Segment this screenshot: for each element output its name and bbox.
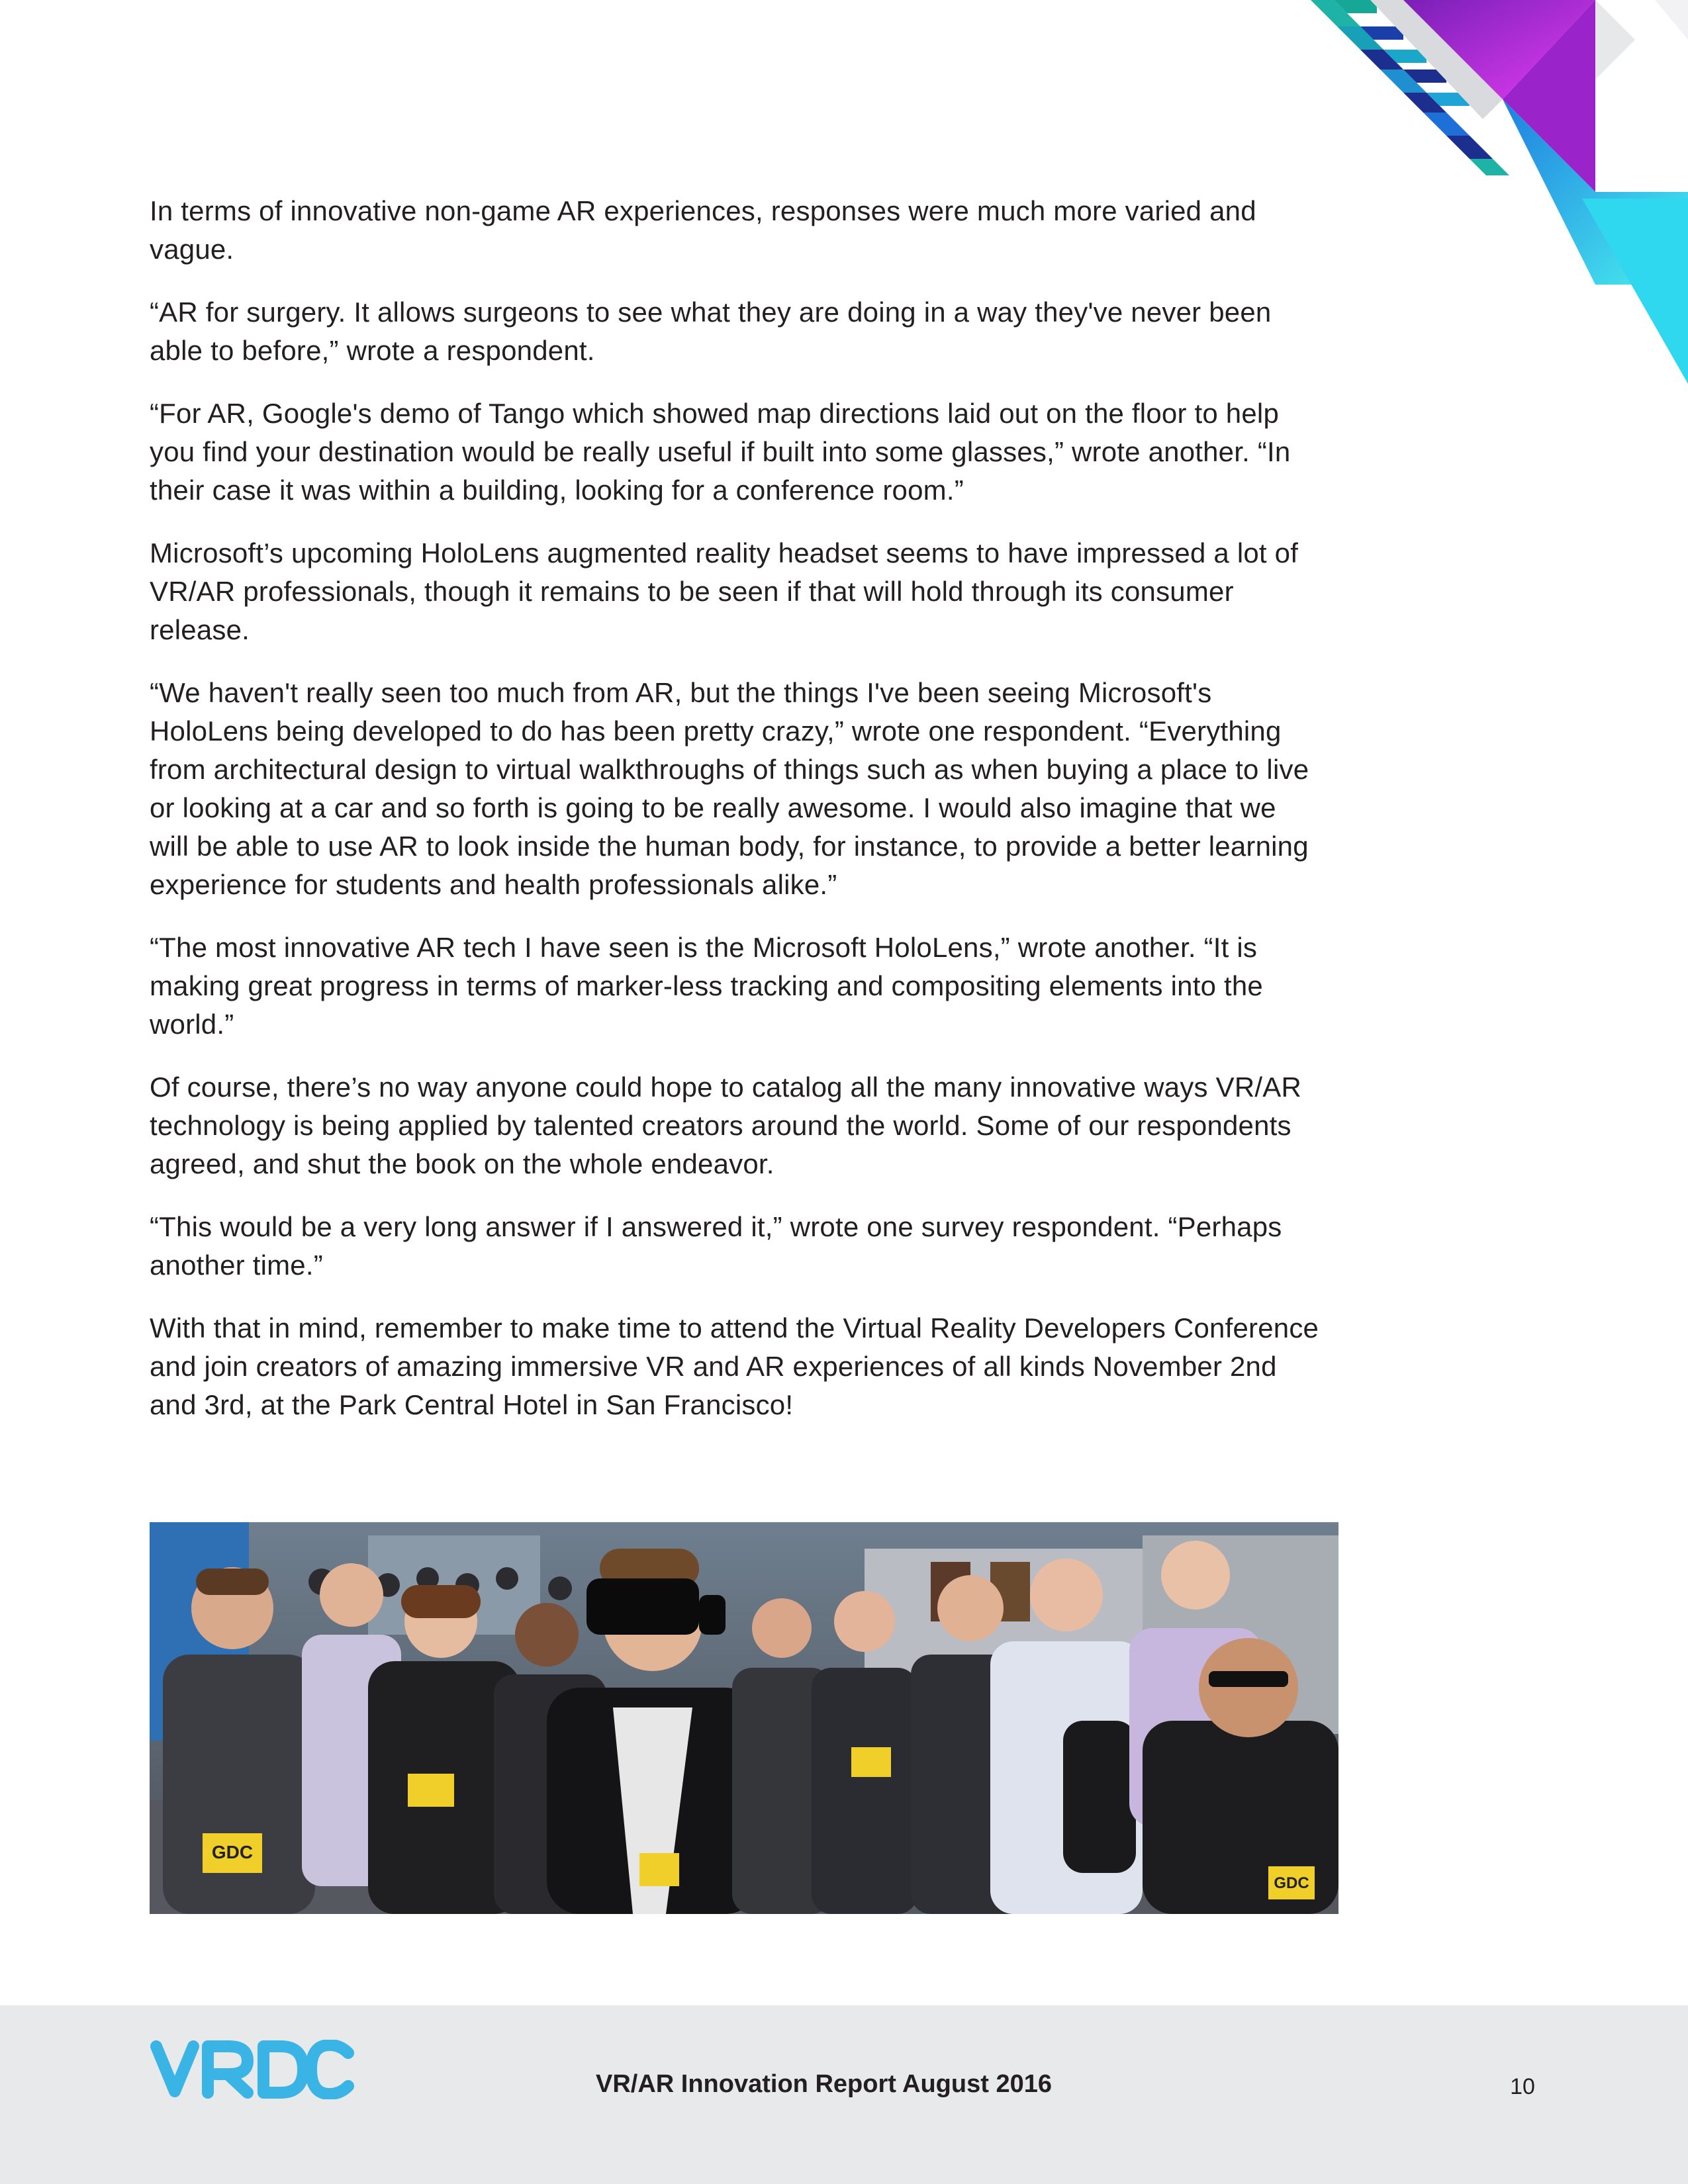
footer-report-title: VR/AR Innovation Report August 2016: [596, 2070, 1052, 2098]
paragraph: Microsoft’s upcoming HoloLens augmented reality headset seems to have impressed a lot of VR/AR professionals, though it remains to be seen if that will hold through its consumer release.: [150, 537, 1299, 645]
paragraph: “The most innovative AR tech I have seen is the Microsoft HoloLens,” wrote another. “It is making great progress in terms of marker-less tracking and compositing elements into the world.”: [150, 932, 1263, 1040]
paragraph: In terms of innovative non-game AR experiences, responses were much more varied and vague.: [150, 195, 1256, 265]
paragraph: “We haven't really seen too much from AR, but the things I've been seeing Microsoft's HoloLens being developed to do has been pretty crazy,” wrote one respondent. “Everything from architectural design to virtual walkthroughs of things such as when buying a place to live or looking at a car and so forth is going to be really awesome. I would also imagine that we will be able to use AR to look inside the human body, for instance, to provide a better learning experience for students and health professionals alike.”: [150, 677, 1309, 900]
corner-graphic: [1304, 0, 1688, 384]
paragraph: “For AR, Google's demo of Tango which showed map directions laid out on the floor to help you find your destination would be really useful if built into some glasses,” wrote another. “In their case it was within a building, looking for a conference room.”: [150, 398, 1291, 506]
badge-label: GDC: [1274, 1874, 1309, 1892]
paragraph: Of course, there’s no way anyone could hope to catalog all the many innovative ways VR/AR technology is being applied by talented creators around the world. Some of our respondents agreed, and shut the book on the whole endeavor.: [150, 1071, 1301, 1179]
badge-label: GDC: [211, 1842, 254, 1862]
article-body: [150, 192, 1321, 1449]
conference-photo: [150, 1522, 1338, 1914]
page-number: 10: [1510, 2074, 1535, 2099]
vr-headset-icon: [586, 1578, 699, 1635]
paragraph: “This would be a very long answer if I answered it,” wrote one survey respondent. “Perhaps another time.”: [150, 1211, 1282, 1281]
vrdc-logo: [150, 2040, 355, 2099]
paragraph: With that in mind, remember to make time to attend the Virtual Reality Developers Conference and join creators of amazing immersive VR and AR experiences of all kinds November 2nd and 3rd, at the Park Central Hotel in San Francisco!: [150, 1312, 1319, 1420]
paragraph: “AR for surgery. It allows surgeons to see what they are doing in a way they've never been able to before,” wrote a respondent.: [150, 296, 1272, 366]
